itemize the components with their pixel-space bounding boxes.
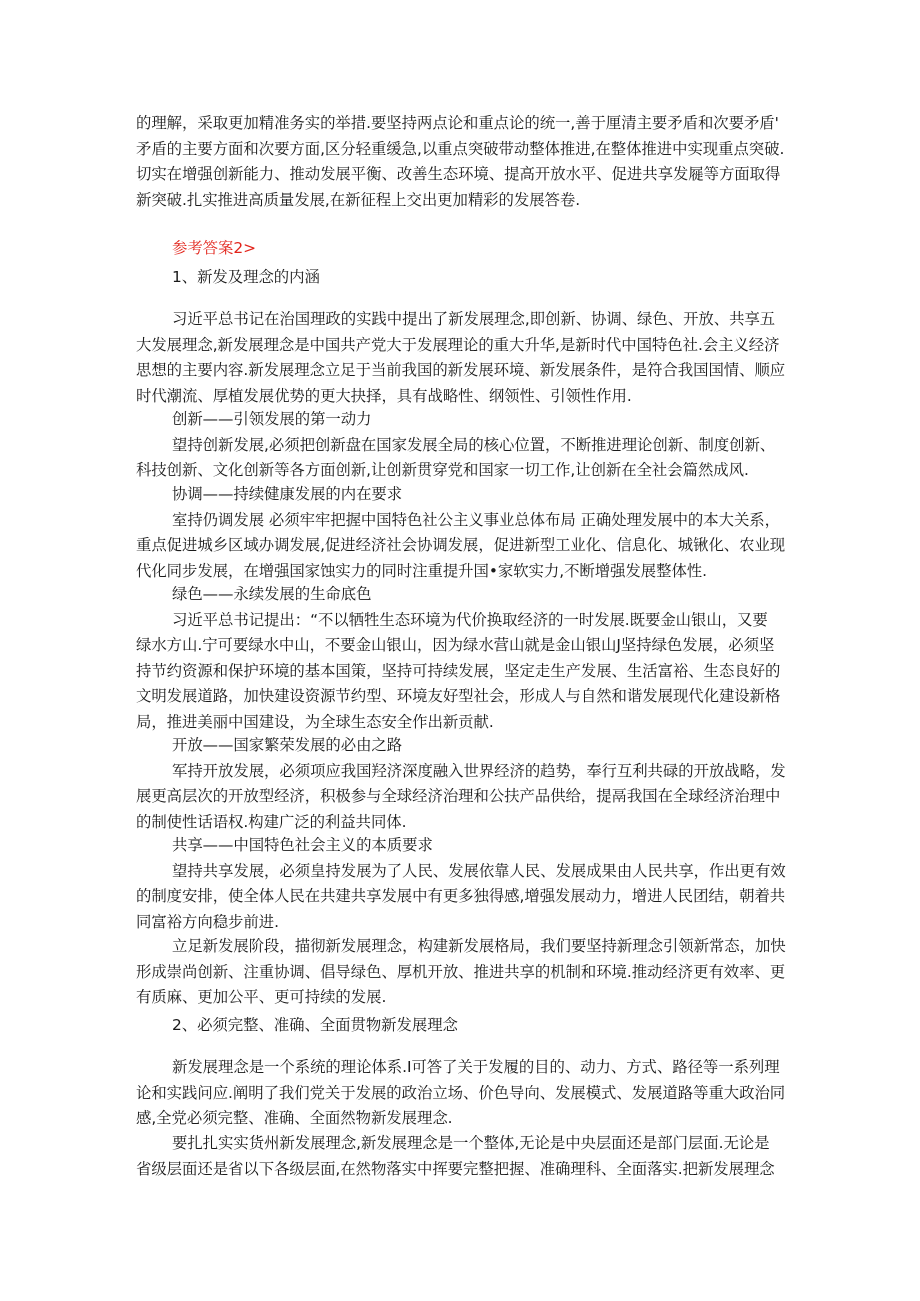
- text-line: 科技创新、文化创新等各方面创新,让创新贯穿党和国家一切工作,让创新在全社会篇然成风.: [136, 461, 749, 479]
- text-line: 绿水方山.宁可要绿水中山，不要金山银山，因为绿水营山就是金山银山J坚持绿色发展，必须坚: [136, 636, 775, 654]
- paragraph-10: [136, 1131, 790, 1182]
- text-line: 有质麻、更加公平、更可持续的发展.: [136, 988, 387, 1006]
- reference-answer-label: 参考答案2>: [172, 239, 256, 257]
- section-heading-2: 2、必须完整、准确、全面贯物新发展理念: [172, 1016, 458, 1034]
- reference-answer-label-block: [136, 236, 790, 262]
- heading-2-block: [136, 1013, 790, 1039]
- text-line: 展更高层次的开放型经济，积极参与全球经济治理和公扶产品供给，提鬲我国在全球经济治理中: [136, 787, 781, 805]
- text-line: 同富裕方向稳步前进.: [136, 912, 279, 931]
- text-line: 论和实践问应.阐明了我们党关于发展的政治立场、价色导向、发展模式、发展道路等重大政治同: [136, 1083, 786, 1102]
- text-line: 望持创新发展,必须把创新盘在国家发展全局的核心位置，不断推进理论创新、制度创新、: [172, 435, 776, 454]
- text-line: 习近平总书记提出：“不以牺牲生态环境为代价换取经济的一时发展.既要金山银山，又要: [172, 610, 768, 629]
- text-line: 省级层面还是省以下各级层面,在然物落实中挥要完整把握、准确理科、全面落实.把新发展理念: [136, 1159, 775, 1178]
- open-block: [136, 733, 790, 835]
- share-block: [136, 833, 790, 935]
- text-line: 重点促进城乡区域办调发展,促进经济社会协调发展，促进新型工业化、信息化、城锹化、农业现: [136, 536, 786, 554]
- heading-1-block: [136, 265, 790, 291]
- text-line: 要扎扎实实货州新发展理念,新发展理念是一个整体,无论是中央层面还是部门层面.无论是: [172, 1134, 770, 1152]
- text-line: 习近平总书记在治国理政的实践中提出了新发展理念,即创新、协调、绿色、开放、共享五: [172, 310, 776, 328]
- text-line: 思想的主要内容.新发展理念立足于当前我国的新发展环境、新发展条件，是符合我国国情、顺应: [136, 361, 786, 379]
- innovation-block: [136, 407, 790, 484]
- text-line: 感,全党必须完整、准确、全面然物新发展理念.: [136, 1109, 453, 1127]
- text-line: 新突破.扎实推进高质量发展,在新征程上交出更加精彩的发展答卷.: [136, 190, 581, 209]
- text-line: 持节约资源和保护环境的基本国策，坚持可持续发展，坚定走生产发展、生活富裕、生态良好的: [136, 661, 781, 680]
- paragraph-9: [136, 1055, 790, 1132]
- text-line: 大发展理念,新发展理念是中国共产党大于发展理论的重大升华,是新时代中国特色社.会主义经济: [136, 335, 780, 354]
- text-line: 军持开放发展，必须项应我国羟济深度融入世界经济的趋势，奉行互利共碌的开放战略，发: [172, 761, 786, 780]
- text-line: 形成崇尚创新、注重协调、倡导绿色、厚机开放、推进共享的机制和环境.推动经济更有效率、更: [136, 962, 786, 981]
- paragraph-1: [136, 111, 790, 213]
- paragraph-2: [136, 307, 790, 409]
- text-line: 矛盾的主要方面和次要方面,区分轻重缓急,以重点突破带动整体推进,在整体推进中实现重点突破.: [136, 139, 785, 158]
- green-block: [136, 582, 790, 735]
- text-line: 室持仍调发展 必须牢牢把握中国特色社公主义事业总体布局 正确处理发展中的本大关系，: [172, 510, 780, 529]
- text-line: 的理解，采取更加精准务实的举措.要坚持两点论和重点论的统一,善于厘清主要矛盾和次要矛盾': [136, 114, 779, 132]
- text-line: 立足新发展阶段，描彻新发展理念，构建新发展格局，我们要坚持新理念引领新常态，加快: [172, 937, 786, 955]
- text-line: 文明发展道路，加快建设资源节约型、环境友好型社会，形成人与自然和谐发展现代化建设新格: [136, 687, 781, 705]
- subheading-share: 共享——中国特色社会主义的本质要求: [172, 836, 433, 854]
- text-line: 望持共享发展，必须皇持发展为了人民、发展依靠人民、发展成果由人民共享，作出更有效: [172, 861, 786, 880]
- coordination-block: [136, 482, 790, 584]
- subheading-green: 绿色——永续发展的生命底色: [172, 585, 372, 603]
- text-line: 时代潮流、厚植发展优势的更大抉择，具有战略性、纲领性、引领性作用.: [136, 386, 632, 405]
- section-heading-1: 1、新发及理念的内涵: [172, 268, 320, 286]
- text-line: 切实在增强创新能力、推动发展平衡、改善生态环境、提高开放水平、促进共享发屣等方面取得: [136, 165, 781, 183]
- text-line: 的制度安排，使全体人民在共建共享发展中有更多独得感,增强发展动力，增进人民团结，朝着共: [136, 887, 786, 905]
- text-line: 的制使性话语权.构建广泛的利益共同体.: [136, 812, 407, 831]
- text-line: 新发展理念是一个系统的理论体系.I可答了关于发履的目的、动力、方式、路径等一系列理: [172, 1058, 780, 1076]
- subheading-open: 开放——国家繁荣发展的必由之路: [172, 736, 403, 754]
- text-line: 代化同步发展，在增强国家蚀实力的同时注重提升国•家软实力,不断增强发展整体性.: [136, 561, 707, 580]
- subheading-coordination: 协调——持续健康发展的内在要求: [172, 485, 403, 503]
- subheading-innovation: 创新——引领发展的第一动力: [172, 410, 372, 428]
- text-line: 局，推进美丽中国建设，为全球生态安全作出新贡献.: [136, 712, 494, 731]
- paragraph-8: [136, 934, 790, 1011]
